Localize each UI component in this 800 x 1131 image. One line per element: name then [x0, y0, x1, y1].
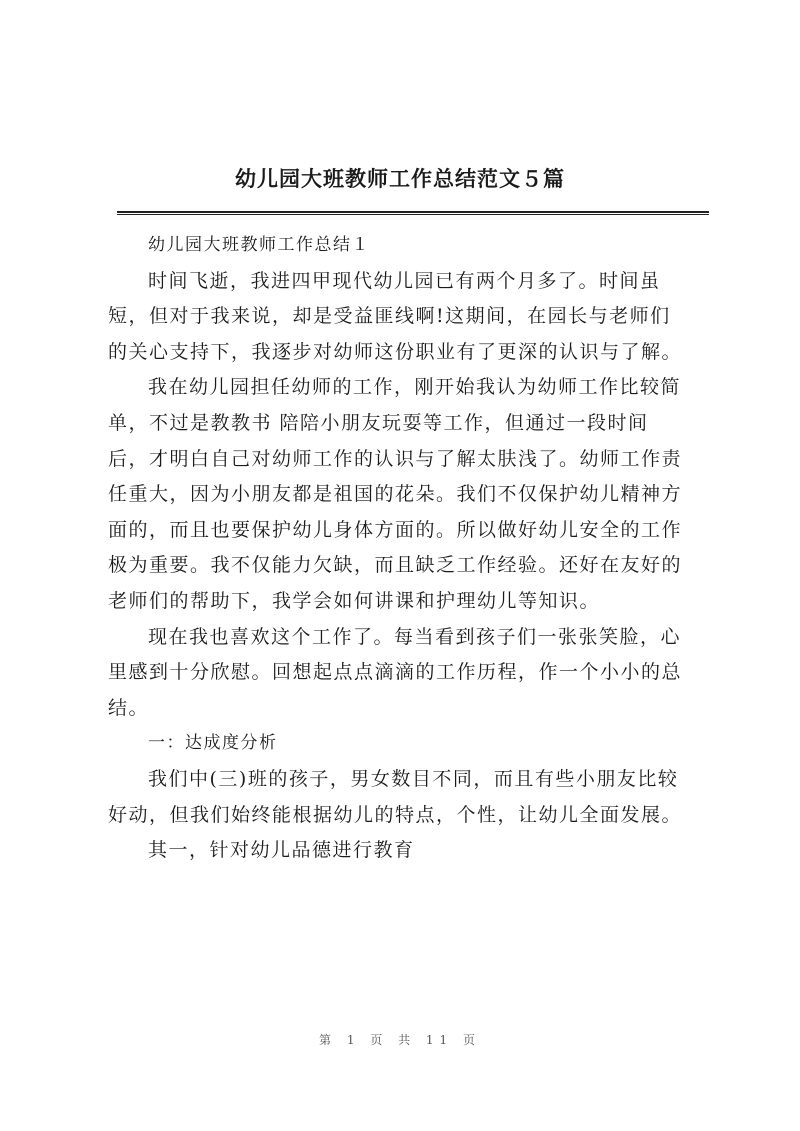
text-line: 里感到十分欣慰。回想起点点滴滴的工作历程，作一个小小的总 [108, 661, 683, 684]
title-divider [117, 211, 709, 215]
body-paragraph [108, 833, 713, 869]
document-body [108, 228, 713, 869]
text-line: 任重大，因为小朋友都是祖国的花朵。我们不仅保护幼儿精神方 [108, 483, 683, 506]
text-line: 幼儿园大班教师工作总结１ [148, 235, 370, 255]
text-line: 时间飞逝，我进四甲现代幼儿园已有两个月多了。时间虽 [148, 269, 661, 292]
section-heading [108, 726, 713, 762]
text-line: 的关心支持下，我逐步对幼师这份职业有了更深的认识与了解。 [108, 340, 683, 363]
document-title: 幼儿园大班教师工作总结范文５篇 [235, 166, 565, 191]
section-heading [108, 228, 713, 264]
body-paragraph [108, 762, 713, 833]
text-line: 现在我也喜欢这个工作了。每当看到孩子们一张张笑脸，心 [148, 625, 682, 648]
text-line: 结。 [108, 696, 150, 719]
body-paragraph [108, 370, 713, 619]
text-line: 好动，但我们始终能根据幼儿的特点，个性，让幼儿全面发展。 [108, 803, 683, 826]
text-line: 我们中(三)班的孩子，男女数目不同，而且有些小朋友比较 [148, 767, 679, 790]
text-line: 我在幼儿园担任幼师的工作，刚开始我认为幼师工作比较简 [148, 376, 682, 399]
text-line: 其一，针对幼儿品德进行教育 [148, 839, 415, 862]
text-line: 面的，而且也要保护幼儿身体方面的。所以做好幼儿安全的工作 [108, 518, 683, 541]
text-line: 老师们的帮助下，我学会如何讲课和护理幼儿等知识。 [108, 589, 601, 612]
body-paragraph [108, 620, 713, 727]
text-line: 极为重要。我不仅能力欠缺，而且缺乏工作经验。还好在友好的 [108, 554, 683, 577]
text-line: 后，才明白自己对幼师工作的认识与了解太肤浅了。幼师工作责 [108, 447, 683, 470]
text-line: 单，不过是教教书 陪陪小朋友玩耍等工作，但通过一段时间 [108, 411, 649, 434]
text-line: 短，但对于我来说，却是受益匪线啊!这期间，在园长与老师们 [108, 305, 671, 328]
body-paragraph [108, 264, 713, 371]
text-line: 一：达成度分析 [148, 733, 278, 754]
page-footer: 第 1 页 共 11 页 [319, 1033, 481, 1047]
